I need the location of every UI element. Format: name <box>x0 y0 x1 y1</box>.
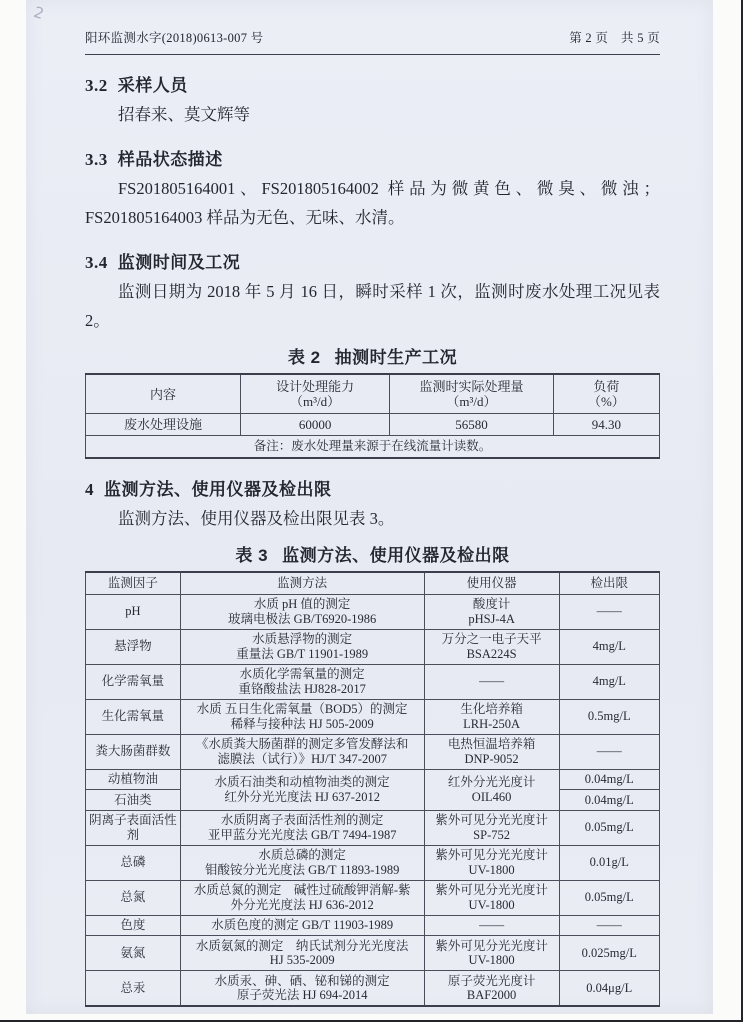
pencil-mark: 2 <box>31 2 47 24</box>
production-table-note: 备注：废水处理量来源于在线流量计读数。 <box>86 436 660 459</box>
document-header <box>85 28 660 55</box>
methods-table-column-header: 使用仪器 <box>424 572 559 594</box>
instrument-cell: 万分之一电子天平 BSA224S <box>424 629 559 664</box>
instrument-cell: 电热恒温培养箱 DNP-9052 <box>424 734 559 769</box>
monitoring-factor-cell: 阴离子表面活性剂 <box>86 810 181 845</box>
instrument-cell: 原子荧光光度计 BAF2000 <box>424 971 559 1007</box>
detection-limit-cell: 0.04μg/L <box>559 971 659 1007</box>
method-cell: 水质氨氮的测定 纳氏试剂分光光度法 HJ 535-2009 <box>180 936 424 971</box>
monitoring-factor-cell: 氨氮 <box>86 936 181 971</box>
production-table-column-header: 设计处理能力 （m³/d） <box>240 374 389 414</box>
monitoring-factor-cell: 总磷 <box>86 845 181 880</box>
instrument-cell: 酸度计 pHSJ-4A <box>424 594 559 629</box>
section-3-3-number: 3.3 <box>85 150 108 169</box>
section-3-3-title: 样品状态描述 <box>117 150 223 169</box>
method-cell: 水质 pH 值的测定 玻璃电极法 GB/T6920-1986 <box>180 594 424 629</box>
section-4-number: 4 <box>85 480 94 499</box>
detection-limit-cell: 0.05mg/L <box>559 810 659 845</box>
table3-label: 表 3 <box>235 546 269 565</box>
methods-table-column-header: 监测方法 <box>180 572 424 594</box>
methods-table-row <box>86 594 660 629</box>
methods-table-row <box>86 880 660 915</box>
methods-table-row <box>86 699 660 734</box>
sample-state-paragraph <box>85 174 660 232</box>
table2-label: 表 2 <box>287 348 321 367</box>
production-table-column-header: 监测时实际处理量 （m³/d） <box>390 374 554 414</box>
detection-limit-cell: —— <box>559 594 659 629</box>
section-3-2-title: 采样人员 <box>117 76 188 95</box>
section-3-2-number: 3.2 <box>85 76 108 95</box>
production-table-cell: 废水处理设施 <box>86 414 241 436</box>
detection-limit-cell: 4mg/L <box>559 629 659 664</box>
method-cell: 水质 五日生化需氧量（BOD5）的测定 稀释与接种法 HJ 505-2009 <box>180 699 424 734</box>
monitoring-time-line-1: 监测日期为 2018 年 5 月 16 日，瞬时采样 1 次，监测时废水处理工况见表 <box>118 282 660 301</box>
method-cell: 水质总氮的测定 碱性过硫酸钾消解-紫 外分光光度法 HJ 636-2012 <box>180 880 424 915</box>
production-table-cell: 94.30 <box>553 414 659 436</box>
methods-table-header-row <box>86 572 660 594</box>
section-3-3-heading <box>85 145 660 170</box>
monitoring-factor-cell: 总氮 <box>86 880 181 915</box>
method-cell: 水质化学需氧量的测定 重铬酸盐法 HJ828-2017 <box>180 664 424 699</box>
instrument-cell: 紫外可见分光光度计 UV-1800 <box>424 936 559 971</box>
document-paper <box>26 0 713 1014</box>
methods-table-row <box>86 734 660 769</box>
method-cell: 水质石油类和动植物油类的测定 红外分光光度法 HJ 637-2012 <box>180 769 424 810</box>
detection-limit-cell: —— <box>559 734 659 769</box>
production-table-cell: 56580 <box>390 414 554 436</box>
table2-title <box>85 343 660 368</box>
monitoring-time-paragraph <box>85 277 660 335</box>
methods-instruments-table <box>85 571 660 1007</box>
detection-limit-cell: 0.05mg/L <box>559 880 659 915</box>
monitoring-factor-cell: 色度 <box>86 915 181 936</box>
monitoring-factor-cell: 生化需氧量 <box>86 699 181 734</box>
doc-number: 阳环监测水字(2018)0613-007 号 <box>85 31 264 45</box>
methods-table-row <box>86 936 660 971</box>
monitoring-time-line-2: 2。 <box>85 311 110 330</box>
sample-state-line-1: FS201805164001、FS201805164002 样品为微黄色、微臭、微浊； <box>118 179 660 198</box>
section-3-4-number: 3.4 <box>85 253 108 272</box>
methods-table-row <box>86 769 660 790</box>
detection-limit-cell: —— <box>559 915 659 936</box>
methods-intro-text: 监测方法、使用仪器及检出限见表 3。 <box>118 509 395 528</box>
production-table-header-row <box>86 374 660 414</box>
detection-limit-cell: 0.04mg/L <box>559 790 659 811</box>
section-4-title: 监测方法、使用仪器及检出限 <box>104 480 332 499</box>
sample-state-line-2: FS201805164003 样品为无色、无味、水清。 <box>85 208 405 227</box>
monitoring-factor-cell: 化学需氧量 <box>86 664 181 699</box>
instrument-cell: 紫外可见分光光度计 UV-1800 <box>424 880 559 915</box>
instrument-cell: 生化培养箱 LRH-250A <box>424 699 559 734</box>
methods-table-row <box>86 915 660 936</box>
method-cell: 水质汞、砷、硒、铋和锑的测定 原子荧光法 HJ 694-2014 <box>180 971 424 1007</box>
methods-table-row <box>86 664 660 699</box>
production-table-cell: 60000 <box>240 414 389 436</box>
instrument-cell: —— <box>424 915 559 936</box>
detection-limit-cell: 0.01g/L <box>559 845 659 880</box>
section-3-4-heading <box>85 248 660 273</box>
instrument-cell: —— <box>424 664 559 699</box>
methods-table-row <box>86 629 660 664</box>
section-3-4-title: 监测时间及工况 <box>117 253 241 272</box>
detection-limit-cell: 0.5mg/L <box>559 699 659 734</box>
production-table-row <box>86 414 660 436</box>
monitoring-factor-cell: 总汞 <box>86 971 181 1007</box>
monitoring-factor-cell: 悬浮物 <box>86 629 181 664</box>
sampling-staff-text: 招春来、莫文辉等 <box>118 105 250 124</box>
methods-table-column-header: 检出限 <box>559 572 659 594</box>
monitoring-factor-cell: 粪大肠菌群数 <box>86 734 181 769</box>
instrument-cell: 紫外可见分光光度计 UV-1800 <box>424 845 559 880</box>
production-conditions-table <box>85 373 660 459</box>
monitoring-factor-cell: 石油类 <box>86 790 181 811</box>
table2-caption: 抽测时生产工况 <box>334 348 458 367</box>
method-cell: 水质总磷的测定 钼酸铵分光光度法 GB/T 11893-1989 <box>180 845 424 880</box>
method-cell: 《水质粪大肠菌群的测定多管发酵法和 滤膜法（试行）》HJ/T 347-2007 <box>180 734 424 769</box>
table3-title <box>85 541 660 566</box>
methods-table-row <box>86 971 660 1007</box>
methods-table-row <box>86 810 660 845</box>
methods-table-column-header: 监测因子 <box>86 572 181 594</box>
section-4-heading <box>85 475 660 500</box>
instrument-cell: 红外分光光度计 OIL460 <box>424 769 559 810</box>
page-number: 第 2 页 共 5 页 <box>569 31 660 45</box>
production-table-column-header: 负荷 （%） <box>553 374 659 414</box>
table3-caption: 监测方法、使用仪器及检出限 <box>282 546 510 565</box>
detection-limit-cell: 4mg/L <box>559 664 659 699</box>
detection-limit-cell: 0.025mg/L <box>559 936 659 971</box>
production-table-column-header: 内容 <box>86 374 241 414</box>
monitoring-factor-cell: pH <box>86 594 181 629</box>
method-cell: 水质阴离子表面活性剂的测定 亚甲蓝分光光度法 GB/T 7494-1987 <box>180 810 424 845</box>
method-cell: 水质色度的测定 GB/T 11903-1989 <box>180 915 424 936</box>
method-cell: 水质悬浮物的测定 重量法 GB/T 11901-1989 <box>180 629 424 664</box>
detection-limit-cell: 0.04mg/L <box>559 769 659 790</box>
section-3-2-heading <box>85 71 660 96</box>
production-table-note-row <box>86 436 660 459</box>
methods-table-row <box>86 845 660 880</box>
monitoring-factor-cell: 动植物油 <box>86 769 181 790</box>
instrument-cell: 紫外可见分光光度计 SP-752 <box>424 810 559 845</box>
